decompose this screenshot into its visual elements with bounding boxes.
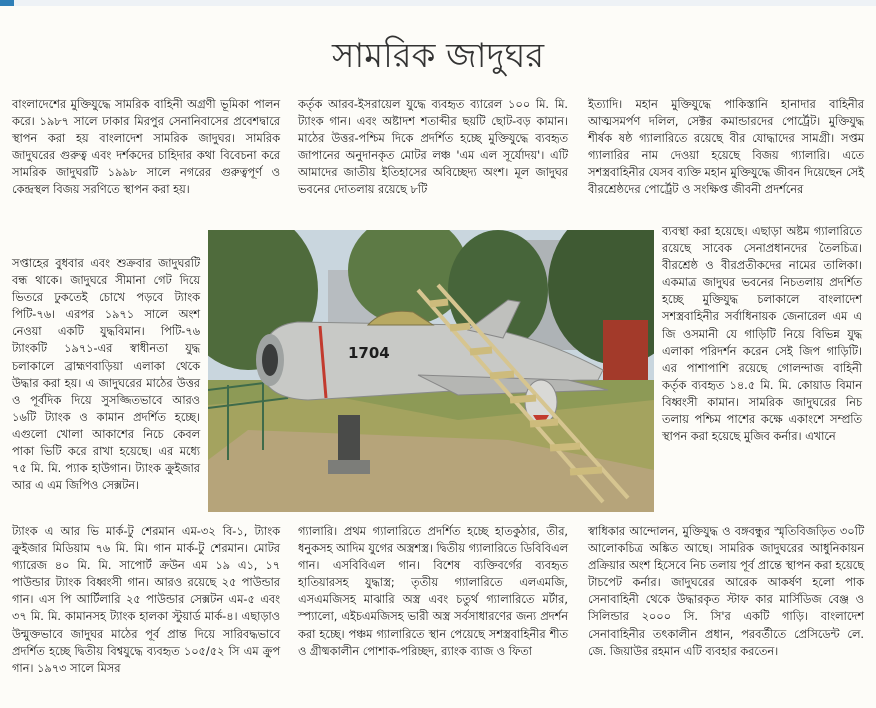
top-accent <box>0 0 14 6</box>
paragraph: বাংলাদেশের মুক্তিযুদ্ধে সামরিক বাহিনী অগ্রণী ভূমিকা পালন করে। ১৯৮৭ সালে ঢাকার মিরপুর সেনানিবাসের প্রবেশদ্বারে স্থাপন করা হয় বাংলাদেশ সামরিক জাদুঘর। সামরিক জাদুঘরের গুরুত্ব এবং দর্শকদের চাহিদার কথা বিবেচনা করে সামরিক জাদুঘরটি ১৯৯৮ সালে নগরের গুরুত্বপূর্ণ ও কেন্দ্রস্থল বিজয় সরণিতে স্থাপন করা হয়। <box>12 98 280 197</box>
paragraph: ব্যবস্থা করা হয়েছে। এছাড়া অষ্টম গ্যালারিতে রয়েছে সাবেক সেনাপ্রধানদের তৈলচিত্র। বীরশ্রেষ্ঠ ও বীরপ্রতীকদের নামের তালিকা। একমাত্র জাদুঘর ভবনের নিচতলায় প্রদর্শিত হচ্ছে মুক্তিযুদ্ধ চলাকালে বাংলাদেশ সশস্ত্রবাহিনীর সর্বাধিনায়ক জেনারেল এম এ জি ওসমানী যে গাড়িটি নিয়ে বিভিন্ন যুদ্ধ এলাকা পরিদর্শন করেন সেই জিপ গাড়িটি। এর পাশাপাশি রয়েছে গোলন্দাজ বাহিনী কর্তৃক ব্যবহৃত ১৪.৫ মি. মি. কোয়াড বিমান বিধ্বংসী কামান। সামরিক জাদুঘরের নিচ তলায় পশ্চিম পাশের কক্ষে একাংশে সম্প্রতি স্থাপন করা হয়েছে মুজিব কর্নার। এখানে <box>662 225 862 444</box>
paragraph: স্বাধিকার আন্দোলন, মুক্তিযুদ্ধ ও বঙ্গবন্ধুর স্মৃতিবিজড়িত ৩০টি আলোকচিত্র অঙ্কিত আছে। সামরিক জাদুঘরের আধুনিকায়ন প্রক্রিয়ার অংশ হিসেবে নিচ তলায় পূর্ব প্রান্তে স্থাপন করা হয়েছে টাচপেট কর্নার। জাদুঘরের আরেক আকর্ষণ হলো পাক সেনাবাহিনী থেকে উদ্ধারকৃত স্টাফ কার মার্সিডিজ বেঞ্জ ও সিলিন্ডার ২০০০ সি. সি'র একটি গাড়ি। বাংলাদেশ সেনাবাহিনীর তৎকালীন প্রধান, পরবর্তীতে প্রেসিডেন্ট লে. জে. জিয়াউর রহমান এটি ব্যবহার করতেন। <box>588 525 864 658</box>
aircraft-number: 1704 <box>348 344 390 362</box>
column-2-top <box>298 96 568 199</box>
paragraph: সপ্তাহের বুধবার এবং শুক্রবার জাদুঘরটি বন্ধ থাকে। জাদুঘরে সীমানা গেট দিয়ে ভিতরে ঢুকতেই চোখে পড়বে ট্যাংক পিটি-৭৬। এরপর ১৯৭১ সালে অংশ নেওয়া একটি যুদ্ধবিমান। পিটি-৭৬ ট্যাংকটি ১৯৭১-এর স্বাধীনতা যুদ্ধ চলাকালে ব্রাহ্মণবাড়িয়া এলাকা থেকে উদ্ধার করা হয়। এ জাদুঘরের মাঠের উত্তর ও পূর্বদিক দিয়ে সুসজ্জিতভাবে আরও ১৬টি ট্যাংক ও কামান প্রদর্শিত হচ্ছে। এগুলো খোলা আকাশের নিচে কেবল পাকা ভিটি করে রাখা হয়েছে। এর মধ্যে ৭৫ মি. মি. প্যাক হাউগান। ট্যাংক ক্রুইজার আর এ এম জিপিও সেক্সটন। <box>12 257 200 493</box>
column-1-top <box>12 96 280 199</box>
gear-base <box>328 460 370 474</box>
page-title: সামরিক জাদুঘর <box>331 36 545 76</box>
paragraph: কর্তৃক আরব-ইসরায়েল যুদ্ধে ব্যবহৃত ব্যারেল ১০০ মি. মি. ট্যাংক গান। এবং অষ্টাদশ শতাব্দীর ছয়টি ছোট-বড় কামান। মাঠের উত্তর-পশ্চিম দিকে প্রদর্শিত হচ্ছে মুক্তিযুদ্ধে ব্যবহৃত জাপানের অনুদানকৃত মোটর লঞ্চ 'এম এল সূর্যোদয়'। এটি আমাদের জাতীয় ইতিহাসের অবিচ্ছেদ্য অংশ। মূল জাদুঘর ভবনের দোতলায় রয়েছে ৮টি <box>298 98 568 197</box>
column-3-top <box>588 96 864 199</box>
column-2-bottom <box>298 523 568 660</box>
column-1-middle <box>12 255 200 494</box>
top-band <box>0 0 876 6</box>
column-3-bottom <box>588 523 864 660</box>
paragraph: ইত্যাদি। মহান মুক্তিযুদ্ধে পাকিস্তানি হানাদার বাহিনীর আত্মসমর্পণ দলিল, সেক্টর কমান্ডারদের পোর্ট্রেট। মুক্তিযুদ্ধ শীর্ষক ষষ্ঠ গ্যালারিতে রয়েছে বীর যোদ্ধাদের সামগ্রী। সপ্তম গ্যালারির নাম দেওয়া হয়েছে বিজয় গ্যালারি। এতে সশস্ত্রবাহিনীর যেসব ব্যক্তি মহান মুক্তিযুদ্ধে জীবন দিয়েছেন সেই বীরশ্রেষ্ঠদের পোর্ট্রেট ও সংক্ষিপ্ত জীবনী প্রদর্শনের <box>588 98 864 197</box>
paragraph: গ্যালারি। প্রথম গ্যালারিতে প্রদর্শিত হচ্ছে হাতকুঠার, তীর, ধনুকসহ আদিম যুগের অস্ত্রশস্ত্র। দ্বিতীয় গ্যালারিতে ডিবিবিএল গান। এসবিবিএল গান। বিশেষ ব্যক্তিবর্গের ব্যবহৃত হাতিয়ারসহ যুদ্ধাস্ত্র; তৃতীয় গ্যালারিতে এলএমজি, এসএমজিসহ মাঝারি অস্ত্র এবং চতুর্থ গ্যালারিতে মর্টার, স্প্যালো, এইচএমজিসহ ভারী অস্ত্র সর্বসাধারণের জন্য প্রদর্শন করা হচ্ছে। পঞ্চম গ্যালারিতে স্থান পেয়েছে সশস্ত্রবাহিনীর শীত ও গ্রীষ্মকালীন পোশাক-পরিচ্ছদ, র‌্যাংক ব্যাজ ও ফিতা <box>298 525 568 658</box>
red-structure <box>603 320 648 380</box>
jet-illustration <box>208 230 654 512</box>
column-1-bottom <box>12 523 280 677</box>
jet-photo <box>208 230 654 512</box>
paragraph: ট্যাংক এ আর ভি মার্ক-টু শেরমান এম-৩২ বি-১, ট্যাংক ক্রুইজার মিডিয়াম ৭৬ মি. মি। গান মার্ক-টু শেরমান। মোটর গ্যারেজ ৪০ মি. মি. সাপোর্ট ক্রউন এম ১৯ এ১, ১৭ পাউন্ডার ট্যাংক বিধ্বংসী গান। আরও রয়েছে ২৫ পাউন্ডার গান। এস পি আর্টিলারি ২৫ পাউন্ডার সেক্সটন এম-৫ এবং ৩৭ মি. মি. কামানসহ ট্যাংক হালকা স্টুয়ার্ড মার্ক-৪। এছাড়াও উন্মুক্তভাবে জাদুঘর মাঠের পূর্ব প্রান্ত দিয়ে সারিবদ্ধভাবে প্রদর্শিত হচ্ছে দ্বিতীয় বিশ্বযুদ্ধে ব্যবহৃত ১০৫/৫২ সি এম ক্রুপ গান। ১৯৭৩ সালে মিসর <box>12 525 280 675</box>
intake-hole <box>262 344 278 376</box>
landing-gear <box>338 415 360 465</box>
column-3-middle <box>662 223 862 445</box>
